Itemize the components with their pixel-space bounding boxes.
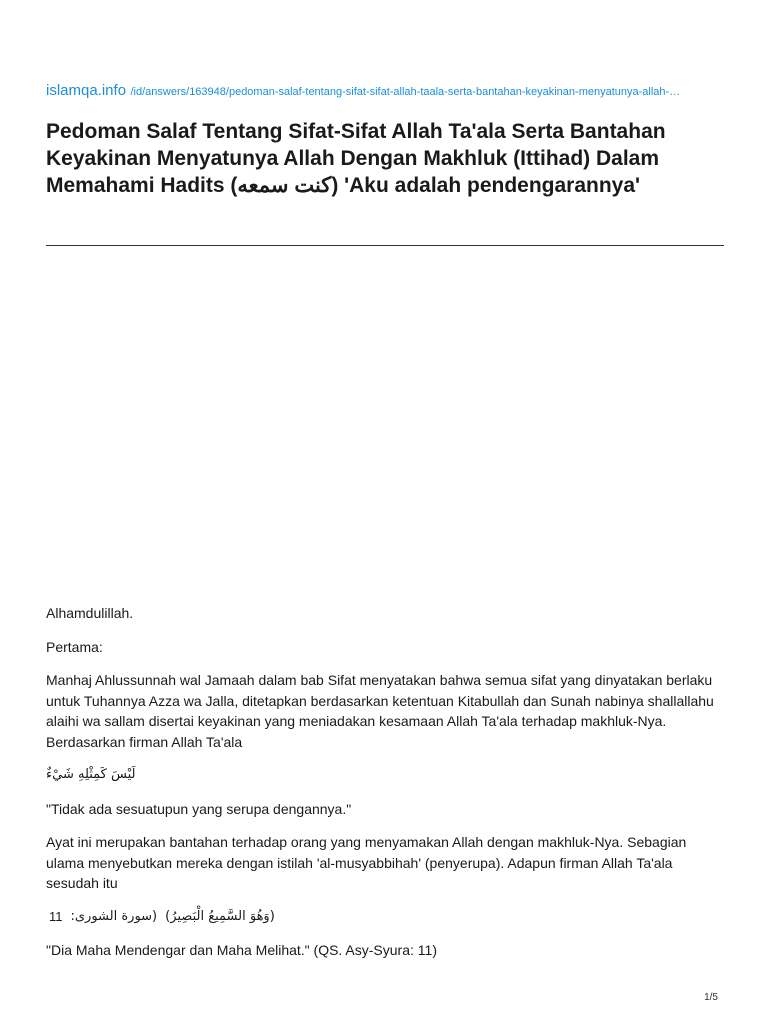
ayah-number: 11: [49, 908, 63, 924]
paragraph-opening: Alhamdulillah.: [46, 605, 134, 621]
arabic-verse-1: [46, 765, 726, 786]
arabic-verse-2: [46, 907, 726, 928]
ayah-surah-ref: (سورة الشورى:: [70, 908, 158, 924]
article-body: [46, 603, 726, 974]
arabic-verse-2-text: (وَهُوَ السَّمِيعُ الْبَصِيرُ): [165, 908, 275, 924]
site-link[interactable]: islamqa.info: [46, 82, 127, 99]
paragraph-section-heading: Pertama:: [46, 638, 103, 655]
arabic-verse-1-text: لَيْسَ كَمِثْلِهِ شَيْءٌ: [46, 767, 136, 782]
paragraph-manhaj: Manhaj Ahlussunnah wal Jamaah dalam bab Sifat menyatakan bahwa semua sifat yang dinyatakan berlaku untuk Tuhannya Azza wa Jalla, ditetapkan berdasarkan ketentuan Kitabullah dan Sunah nabinya shallallahu alaihi wa sallam disertai keyakinan yang meniadakan kesamaan Allah Ta'ala terhadap makhluk-Nya. Berdasarkan firman Allah Ta'ala: [46, 672, 714, 750]
paragraph-translation-1: "Tidak ada sesuatupun yang serupa dengannya.": [46, 800, 352, 817]
url-path[interactable]: /id/answers/163948/pedoman-salaf-tentang-sifat-sifat-allah-taala-serta-bantahan-keyakinan-menyatunya-allah-…: [130, 86, 681, 98]
paragraph-explanation: Ayat ini merupakan bantahan terhadap orang yang menyamakan Allah dengan makhluk-Nya. Sebagian ulama menyebutkan mereka dengan istilah 'al-musyabbihah' (penyerupa). Adapun firman Allah Ta'ala sesudah itu: [46, 834, 687, 891]
page-title: Pedoman Salaf Tentang Sifat-Sifat Allah Ta'ala Serta Bantahan Keyakinan Menyatunya Allah Dengan Makhluk (Ittihad) Dalam Memahami Hadits (كنت سمعه) 'Aku adalah pendengarannya': [46, 120, 666, 197]
paragraph-translation-2: "Dia Maha Mendengar dan Maha Melihat." (QS. Asy-Syura: 11): [46, 942, 437, 958]
page-number: 1/5: [704, 992, 718, 1003]
title-divider: [46, 245, 724, 246]
source-url[interactable]: [46, 82, 736, 100]
